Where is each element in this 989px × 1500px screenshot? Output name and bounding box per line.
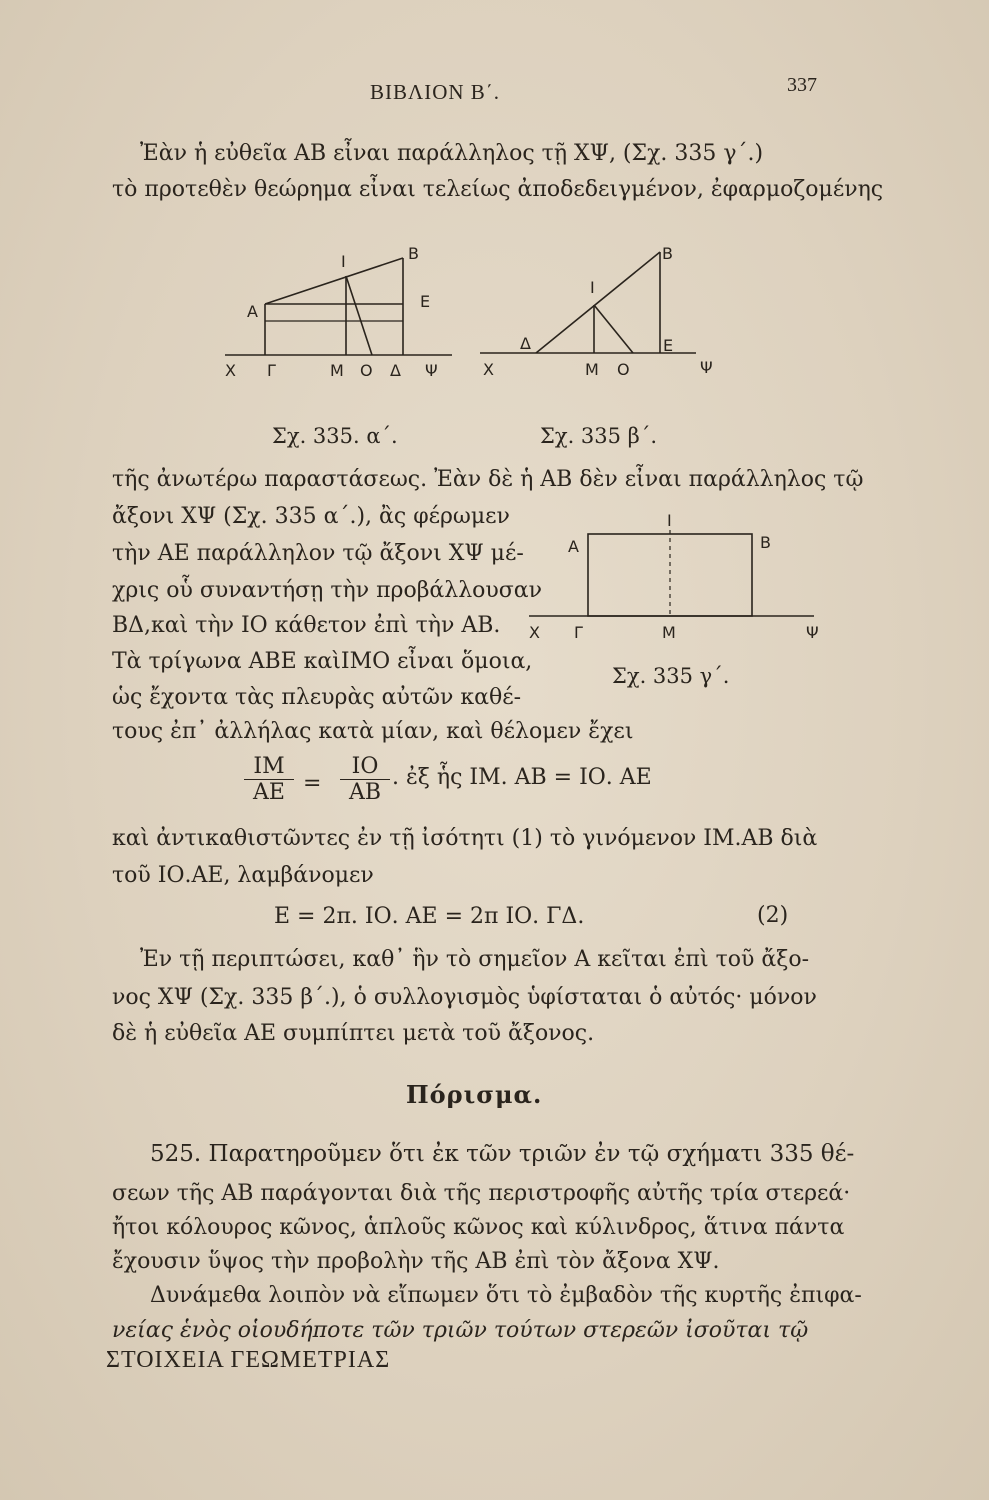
running-title: ΒΙΒΛΙΟΝ Β΄. [370, 80, 501, 104]
paragraph4-line1: Ἐν τῇ περιπτώσει, καθ᾽ ἣν τὸ σημεῖον Α κεῖται ἐπὶ τοῦ ἄξο- [140, 947, 810, 972]
equation2-number: (2) [757, 903, 789, 928]
label-I: I [590, 278, 595, 297]
line-AB [536, 252, 660, 353]
label-G: Γ [267, 361, 276, 380]
paragraph3-line1: καὶ ἀντικαθιστῶντες ἐν τῇ ἰσότητι (1) τὸ γινόμενον ΙΜ.ΑΒ διὰ [112, 826, 818, 851]
line-AB [265, 258, 403, 304]
paragraph1-line1: Ἐὰν ἡ εὐθεῖα ΑΒ εἶναι παράλληλος τῇ ΧΨ, (Σχ. 335 γ΄.) [140, 141, 764, 166]
label-D: Δ [520, 334, 531, 353]
paragraph5-line4: ἔχουσιν ὕψος τὴν προβολὴν τῆς ΑΒ ἐπὶ τὸν ἄξονα ΧΨ. [112, 1249, 720, 1274]
label-M: M [330, 361, 344, 380]
paragraph2-line4: χρις οὗ συναντήσῃ τὴν προβάλλουσαν [112, 578, 543, 603]
signature-mark: ΣΤΟΙΧΕΙΑ ΓΕΩΜΕΤΡΙΑΣ [106, 1347, 391, 1373]
paragraph5-line2: σεων τῆς ΑΒ παράγονται διὰ τῆς περιστροφῆς αὐτῆς τρία στερεά· [112, 1181, 851, 1206]
paragraph2-line6: Τὰ τρίγωνα ΑΒΕ καὶΙΜΟ εἶναι ὅμοια, [112, 649, 533, 674]
label-X: X [483, 360, 494, 379]
label-M: M [662, 623, 676, 642]
label-O: O [360, 361, 373, 380]
label-Psi: Ψ [425, 361, 438, 380]
line-IO [594, 305, 633, 353]
paragraph4-line3: δὲ ἡ εὐθεῖα ΑΕ συμπίπτει μετὰ τοῦ ἄξονος. [112, 1021, 595, 1046]
label-Psi: Ψ [700, 358, 713, 377]
paragraph2-line3: τὴν ΑΕ παράλληλον τῷ ἄξονι ΧΨ μέ- [112, 541, 524, 566]
label-Psi: Ψ [806, 623, 819, 642]
caption-fig-b: Σχ. 335 β΄. [540, 424, 657, 448]
label-A: A [247, 302, 258, 321]
label-M: M [585, 360, 599, 379]
label-B: B [408, 244, 419, 263]
caption-fig-a: Σχ. 335. α΄. [272, 424, 398, 448]
label-X: X [225, 361, 236, 380]
label-A: A [568, 537, 579, 556]
label-I: I [341, 252, 346, 271]
label-O: O [617, 360, 630, 379]
frac1-numerator: ΙΜ [244, 754, 294, 780]
figure-335-b [480, 245, 720, 385]
frac1-denominator: ΑΕ [253, 780, 285, 805]
section-heading: Πόρισμα. [406, 1080, 543, 1109]
paragraph2-line8: τους ἐπ᾽ ἀλλήλας κατὰ μίαν, καὶ θέλομεν ἔχει [112, 719, 634, 744]
label-E: E [420, 292, 431, 311]
label-G: Γ [574, 623, 583, 642]
label-I: I [667, 511, 672, 530]
paragraph2-line1: τῆς ἀνωτέρω παραστάσεως. Ἐὰν δὲ ἡ ΑΒ δὲν εἶναι παράλληλος τῷ [112, 467, 864, 492]
label-X: X [529, 623, 540, 642]
frac2-numerator: ΙΟ [340, 754, 390, 780]
page-header [0, 74, 989, 114]
paragraph1-line2: τὸ προτεθὲν θεώρημα εἶναι τελείως ἀποδεδειγμένον, ἐφαρμοζομένης [112, 177, 884, 202]
paragraph5-line5: Δυνάμεθα λοιπὸν νὰ εἴπωμεν ὅτι τὸ ἐμβαδὸν τῆς κυρτῆς ἐπιφα- [150, 1283, 862, 1308]
paragraph3-line2: τοῦ ΙΟ.ΑΕ, λαμβάνομεν [112, 863, 374, 888]
label-B: B [760, 533, 771, 552]
caption-fig-c: Σχ. 335 γ΄. [612, 664, 730, 688]
paragraph5-line3: ἤτοι κόλουρος κῶνος, ἁπλοῦς κῶνος καὶ κύλινδρος, ἅτινα πάντα [112, 1215, 845, 1240]
fraction-IO-AB [340, 754, 390, 805]
paragraph5-line6: νείας ἑνὸς οἱουδήποτε τῶν τριῶν τούτων στερεῶν ἰσοῦται τῷ [112, 1318, 809, 1343]
label-E: E [663, 336, 674, 355]
figure-335-c [524, 508, 824, 648]
paragraph4-line2: νος ΧΨ (Σχ. 335 β΄.), ὁ συλλογισμὸς ὑφίσταται ὁ αὐτός· μόνον [112, 985, 817, 1010]
label-D: Δ [390, 361, 401, 380]
figure-335-a [220, 245, 470, 385]
paragraph5-line1: 525. Παρατηροῦμεν ὅτι ἐκ τῶν τριῶν ἐν τῷ σχήματι 335 θέ- [150, 1141, 855, 1167]
frac2-denominator: ΑΒ [348, 780, 382, 805]
paragraph2-line5: ΒΔ,καὶ τὴν ΙΟ κάθετον ἐπὶ τὴν ΑΒ. [112, 613, 501, 638]
page-number: 337 [787, 74, 817, 96]
equals-sign: = [303, 771, 322, 796]
paragraph2-line2: ἄξονι ΧΨ (Σχ. 335 α΄.), ἂς φέρωμεν [112, 504, 510, 529]
label-B: B [662, 244, 673, 263]
fraction-IM-AE [244, 754, 294, 805]
equation2: Ε = 2π. ΙΟ. ΑΕ = 2π ΙΟ. ΓΔ. [274, 904, 585, 929]
equation1-tail: . ἐξ ἧς ΙΜ. ΑΒ = ΙΟ. ΑΕ [392, 765, 652, 790]
paragraph2-line7: ὡς ἔχοντα τὰς πλευρὰς αὐτῶν καθέ- [112, 685, 522, 710]
line-IO [346, 276, 372, 355]
